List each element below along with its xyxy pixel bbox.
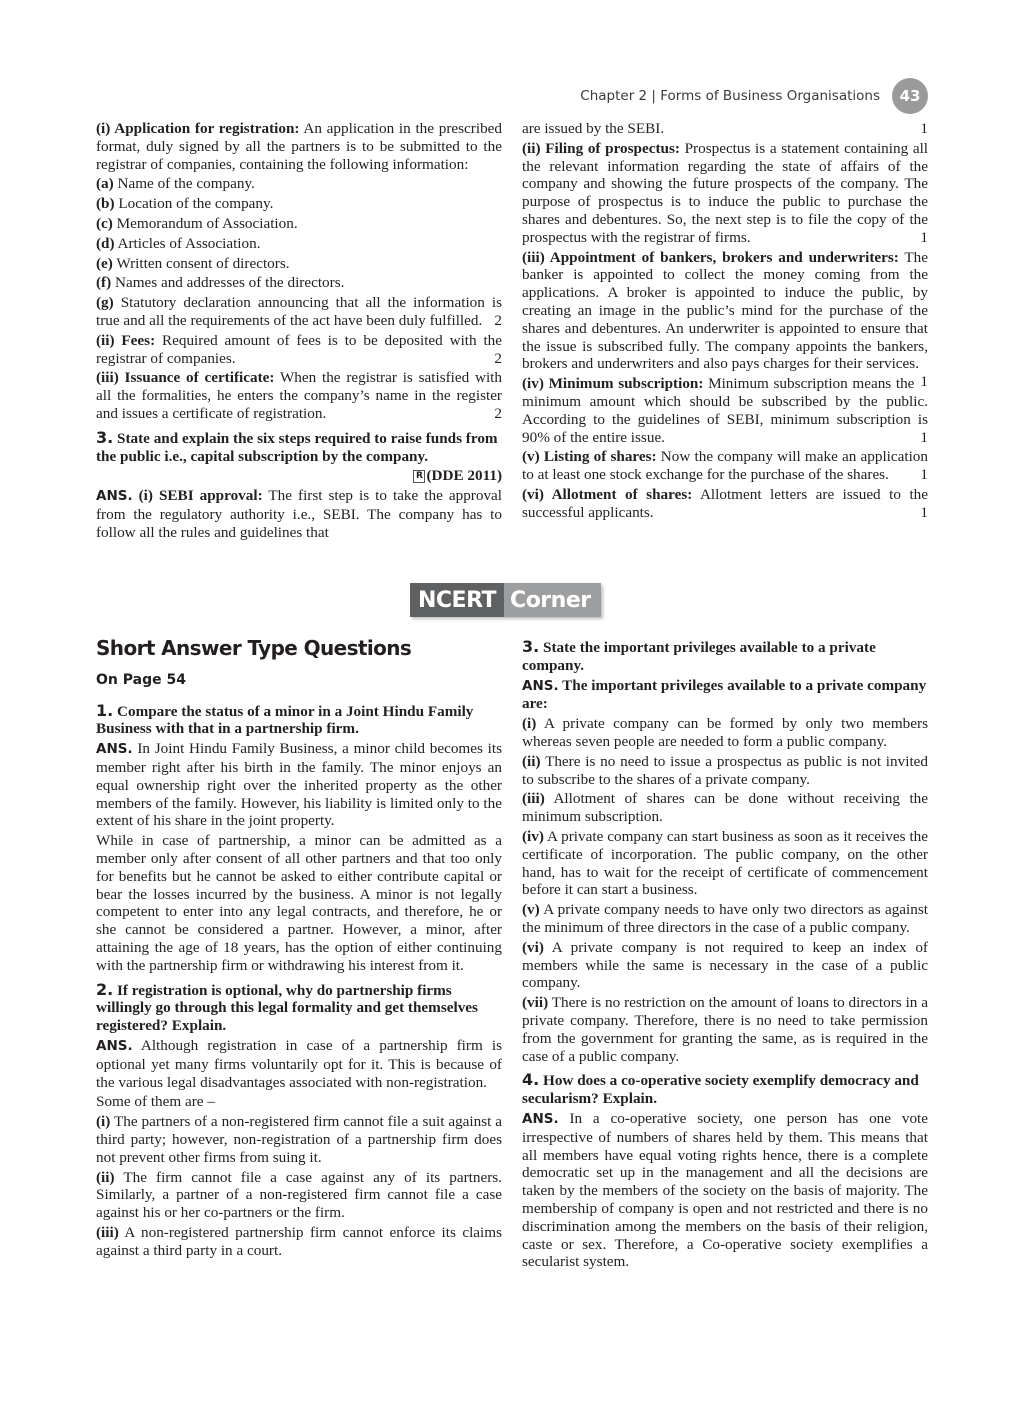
marks: 1 xyxy=(920,503,928,521)
marks: 1 xyxy=(920,120,928,137)
answer-2-intro: Some of them are – xyxy=(96,1093,215,1111)
page-number-badge: 43 xyxy=(892,78,928,114)
question-2: 2. If registration is optional, why do partnership firms willingly go through this legal formality and get themselves registered? Explain. xyxy=(96,979,478,1035)
list-item: (iv) A private company can start business as soon as it receives the certificate of incorporation. The public company, on the other hand, has to wait for the receipt of certificate of commencement before it can start a business. xyxy=(522,827,928,899)
top-left-column xyxy=(96,120,502,544)
marks: 1 xyxy=(920,373,928,391)
marks: 2 xyxy=(494,349,502,367)
appointment-bankers: (iii) Appointment of bankers, brokers and underwriters: The banker is appointed to collect the money coming from the applications. A broker is appointed to induce the public, by creating an image in the public’s mind for the purchase of the shares and debentures. An underwriter is appointed to ensure that the issue is subscribed fully. The company appoints the bankers, brokers and underwriters and also pays charges for their services. 1 xyxy=(522,248,929,391)
marks: 1 xyxy=(920,466,928,484)
list-item: (iii) Allotment of shares can be done without receiving the minimum subscription. xyxy=(522,790,928,826)
chapter-title: Chapter 2 | Forms of Business Organisations xyxy=(580,88,880,104)
filing-prospectus: (ii) Filing of prospectus: Prospectus is a statement containing all the relevant information regarding the state of affairs of the company and showing the future prospects of the company. The purpose of prospectus is to induce the public to purchase the shares and debentures. So, the next step is to file the copy of the prospectus with the registrar of firms. 1 xyxy=(522,139,929,246)
marks: 1 xyxy=(920,228,928,246)
list-item: (ii) The firm cannot file a case against any of its partners. Similarly, a partner of a non-registered firm cannot file a case against his or her co-partners or the firm. xyxy=(96,1168,502,1222)
list-item: (f) Names and addresses of the directors. xyxy=(96,274,345,292)
answer-3-intro: ANS. The important privileges available to a private company are: xyxy=(522,676,927,713)
list-item: (v) A private company needs to have only two directors as against the minimum of three directors in the case of a public company. xyxy=(522,901,928,936)
question-3-private: 3. State the important privileges available to a private company. xyxy=(522,637,876,674)
list-item: (a) Name of the company. xyxy=(96,175,255,193)
question-3: 3. State and explain the six steps required to raise funds from the public i.e., capital subscription by the company. xyxy=(96,427,498,465)
continuation: are issued by the SEBI. 1 xyxy=(522,120,928,137)
list-item: (vi) A private company is not required to keep an index of members while the same is necessary in the case of a public company. xyxy=(522,938,928,992)
certificate-item: (iii) Issuance of certificate: When the registrar is satisfied with all the formalities, he enters the company’s name in the register and issues a certificate of registration. 2 xyxy=(96,369,502,422)
answer-4: ANS. In a co-operative society, one person has one vote irrespective of numbers of shares held by them. This means that all members have equal voting rights hence, there is a complete democratic set up in the management and all the decisions are taken by the members of the society on the basis of majority. The membership of company is open and not restricted and there is no discrimination among the members on the basis of their religion, caste or sex. Therefore, a Co-operative society exemplifies a secularist system. xyxy=(522,1109,928,1271)
list-item: (e) Written consent of directors. xyxy=(96,254,290,272)
allotment-shares: (vi) Allotment of shares: Allotment letters are issued to the successful applicants. 1 xyxy=(522,485,929,521)
answer-1-continued: While in case of partnership, a minor can be admitted as a member only after consent of all other partners and that too only for benefits but he cannot be asked to either contribute capital or bear the losses incurred by the business. A minor is not legally competent to enter into any legal contracts, and therefore, he or she cannot be considered a partner. However, a minor, after attaining the age of 18 years, has the option of either continuing with the partnership firm or withdrawing his interest from it. xyxy=(96,832,502,974)
list-item: (iii) A non-registered partnership firm cannot enforce its claims against a third party in a court. xyxy=(96,1223,502,1259)
minimum-subscription: (iv) Minimum subscription: Minimum subscription means the minimum amount which should be subscribed by the public. According to the guidelines of SEBI, minimum subscription is 90% of the entire issue. 1 xyxy=(522,375,928,446)
answer-3: ANS. (i) SEBI approval: The first step is to take the approval from the regulatory authority i.e., SEBI. The company has to follow all the rules and guidelines that xyxy=(96,487,502,541)
list-item: (i) The partners of a non-registered firm cannot file a suit against a third party; however, non-registration of a partnership firm does not prevent other firms from suing it. xyxy=(96,1113,502,1166)
marks: 2 xyxy=(494,311,502,329)
marks: 2 xyxy=(494,404,502,422)
reg-application: (i) Application for registration: An application in the prescribed format, duly signed by all the partners is to be submitted to the registrar of companies, containing the following information: xyxy=(96,120,502,173)
bottom-right-column xyxy=(522,638,928,1273)
banner-part-1: NCERT xyxy=(410,583,504,617)
list-item: (i) A private company can be formed by only two members whereas seven people are needed to form a public company. xyxy=(522,715,928,750)
repeat-icon: R xyxy=(413,470,425,483)
list-item: (b) Location of the company. xyxy=(96,195,274,213)
section-title: Short Answer Type Questions xyxy=(96,636,412,660)
fees-item: (ii) Fees: Required amount of fees is to be deposited with the registrar of companies. 2 xyxy=(96,331,503,367)
page-header xyxy=(580,80,928,112)
list-item: (c) Memorandum of Association. xyxy=(96,214,298,232)
list-item: (g) Statutory declaration announcing that all the information is true and all the requirements of the act have been duly fulfilled. 2 xyxy=(96,294,502,329)
listing-shares: (v) Listing of shares: Now the company will make an application to at least one stock exchange for the purchase of the shares. 1 xyxy=(522,448,928,484)
top-right-column xyxy=(522,120,928,524)
list-item: (ii) There is no need to issue a prospectus as public is not invited to subscribe to the shares of a private company. xyxy=(522,752,928,788)
bottom-left-column xyxy=(96,636,502,1262)
list-item: (vii) There is no restriction on the amount of loans to directors in a private company. Therefore, there is no need to take permission from the government for granting the same, as is required in the case of a public company. xyxy=(522,994,928,1065)
question-4: 4. How does a co-operative society exemplify democracy and secularism? Explain. xyxy=(522,1070,919,1108)
banner-part-2: Corner xyxy=(504,583,601,617)
ncert-corner-banner xyxy=(410,583,601,617)
marks: 1 xyxy=(920,428,928,446)
list-item: (d) Articles of Association. xyxy=(96,234,261,252)
question-1: 1. Compare the status of a minor in a Joint Hindu Family Business with that in a partnership firm. xyxy=(96,700,474,738)
answer-1: ANS. In Joint Hindu Family Business, a minor child becomes its member right after his birth in the family. The minor enjoys an equal ownership right over the inherited property as the other members of the family. However, his liability is limited only to the extent of his share in the joint property. xyxy=(96,740,502,830)
exam-reference: R (DDE 2011) xyxy=(96,467,502,485)
answer-2: ANS. Although registration in case of a partnership firm is optional yet many firms voluntarily opt for it. This is because of the various legal disadvantages associated with non-registration. xyxy=(96,1036,502,1091)
subsection-title: On Page 54 xyxy=(96,671,186,688)
